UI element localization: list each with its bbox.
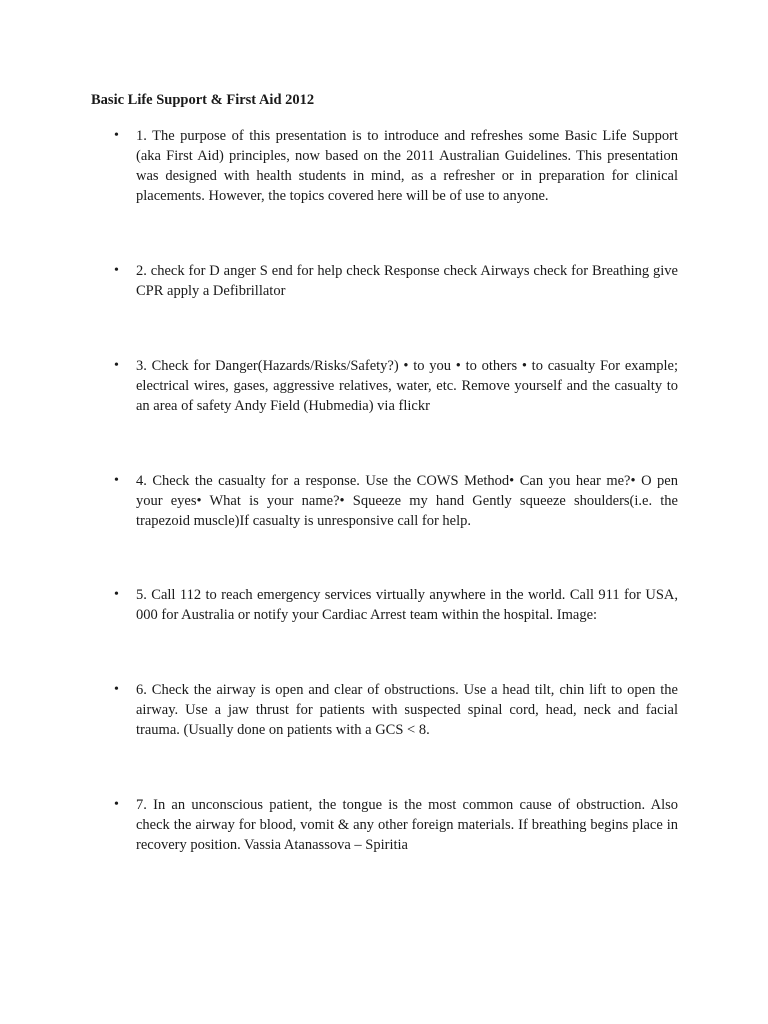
bullet-icon: • bbox=[114, 797, 119, 812]
list-item-text: 7. In an unconscious patient, the tongue is the most common cause of obstruction. Also check the airway for blood, vomit & any other foreign materials. If breathing begins place in recovery position. Vassia Atanassova – Spiritia bbox=[136, 797, 678, 853]
list-item bbox=[114, 126, 678, 206]
list-item bbox=[114, 471, 678, 531]
bullet-icon: • bbox=[114, 682, 119, 697]
list-item bbox=[114, 680, 678, 740]
list-item bbox=[114, 261, 700, 301]
bullet-icon: • bbox=[114, 128, 119, 143]
list-item-text: 2. check for D anger S end for help check Response check Airways check for Breathing give CPR apply a Defibrillator bbox=[136, 263, 700, 299]
list-item bbox=[114, 356, 678, 416]
list-item-text: 4. Check the casualty for a response. Use the COWS Method• Can you hear me?• O pen your eyes• What is your name?• Squeeze my hand Gently squeeze shoulders(i.e. the trapezoid muscle)If casualty is unresponsive call for help. bbox=[136, 473, 678, 529]
list-item bbox=[114, 585, 678, 625]
bullet-icon: • bbox=[114, 587, 119, 602]
bullet-icon: • bbox=[114, 473, 119, 488]
bullet-icon: • bbox=[114, 358, 119, 373]
list-item-text: 3. Check for Danger(Hazards/Risks/Safety?) • to you • to others • to casualty For example; electrical wires, gases, aggressive relatives, water, etc. Remove yourself and the casualty to an area of safety Andy Field (Hubmedia) via flickr bbox=[136, 358, 678, 414]
list-item-text: 5. Call 112 to reach emergency services virtually anywhere in the world. Call 911 for USA, 000 for Australia or notify your Cardiac Arrest team within the hospital. Image: bbox=[136, 587, 678, 623]
document-title: Basic Life Support & First Aid 2012 bbox=[91, 92, 315, 108]
bullet-icon: • bbox=[114, 263, 119, 278]
list-item-text: 1. The purpose of this presentation is to introduce and refreshes some Basic Life Support (aka First Aid) principles, now based on the 2011 Australian Guidelines. This presentation was designed with health students in mind, as a refresher or in preparation for clinical placements. However, the topics covered here will be of use to anyone. bbox=[136, 128, 678, 204]
list-item bbox=[114, 795, 678, 855]
list-item-text: 6. Check the airway is open and clear of obstructions. Use a head tilt, chin lift to open the airway. Use a jaw thrust for patients with suspected spinal cord, head, neck and facial trauma. (Usually done on patients with a GCS < 8. bbox=[136, 682, 678, 738]
